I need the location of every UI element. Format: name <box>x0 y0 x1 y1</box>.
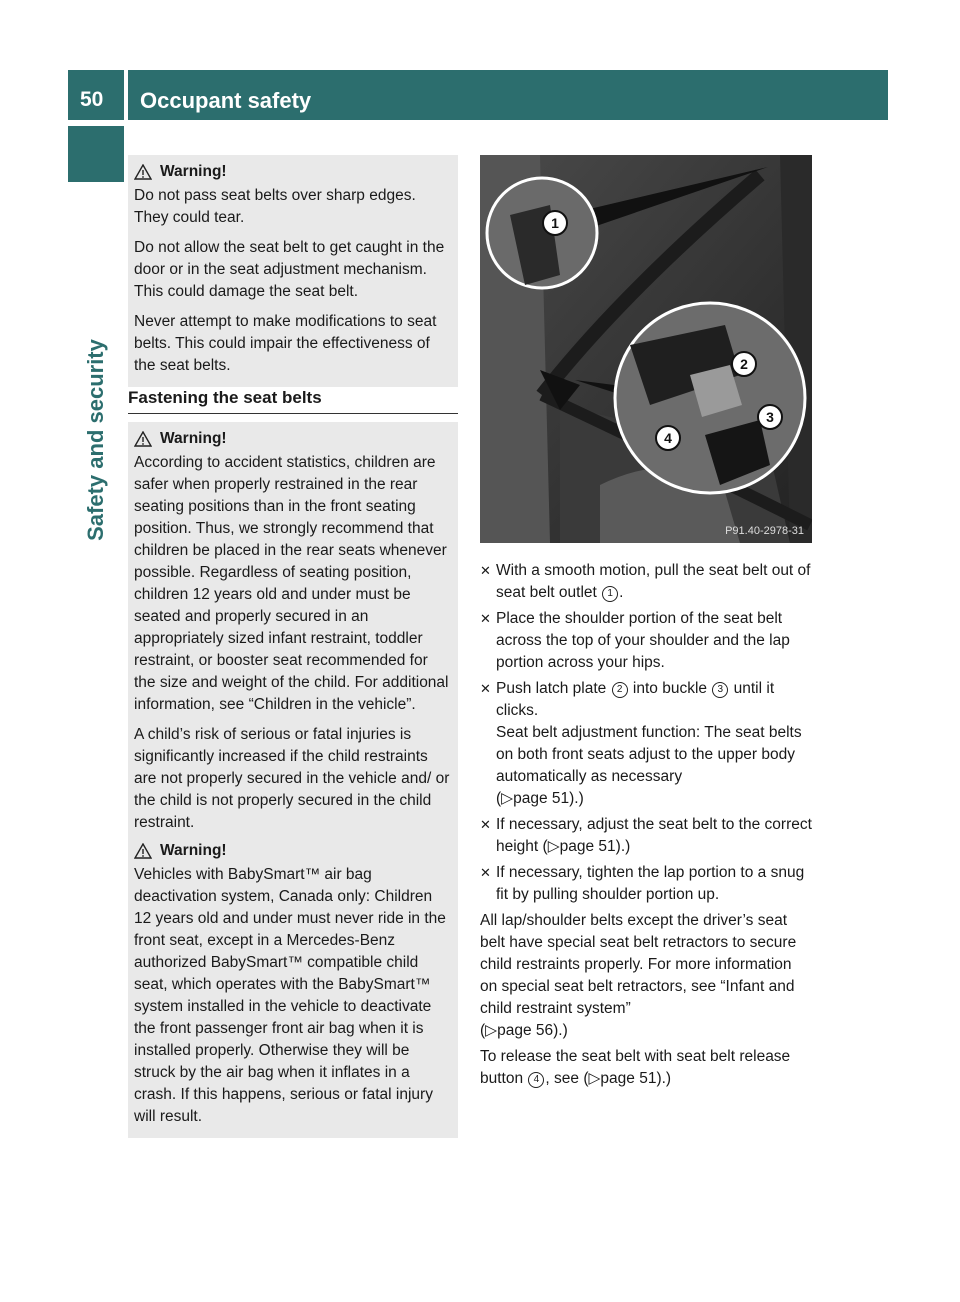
seat-belt-illustration <box>480 155 812 543</box>
callout-ref: 3 <box>712 682 728 698</box>
warning-paragraph: Do not allow the seat belt to get caught in the door or in the seat adjustment mechanism. This could damage the seat belt. <box>134 239 445 300</box>
warning-box-1 <box>128 155 458 387</box>
instruction-step <box>480 862 812 906</box>
body-paragraph: All lap/shoulder belts except the driver’s seat belt have special seat belt retractors to secure child restraints properly. For more information on special seat belt retractors, see “Infant and child restraint system” (▷ page 56). ) <box>480 910 812 1042</box>
warning-paragraph: Vehicles with BabySmart™ air bag deactivation system, Canada only: Children 12 years old and under must never ride in the front seat, except in a Mercedes-Benz authorized BabySmart™ compatible child seat, which operates with the BabySmart™ system installed in the vehicle to deactivate the front passenger front air bag when it is installed properly. Otherwise they will be struck by the air bag when it inflates in a crash. If this happens, serious or fatal injury will result. <box>134 866 446 1125</box>
header-separator <box>124 70 128 120</box>
step-text: With a smooth motion, pull the seat belt out of seat belt outlet <box>496 562 811 601</box>
callout-3-label: 3 <box>766 409 774 425</box>
step-arrow-icon: ✕ <box>480 681 491 696</box>
warning-heading <box>134 161 452 183</box>
page-ref-link[interactable]: (▷ page 51). ) <box>583 1070 671 1087</box>
warning-heading <box>134 840 452 862</box>
step-arrow-icon: ✕ <box>480 865 491 880</box>
step-text: . <box>619 584 624 601</box>
callout-2-label: 2 <box>740 356 748 372</box>
figure-code: P91.40-2978-31 <box>725 525 804 537</box>
step-text: Place the shoulder portion of the seat belt across the top of your shoulder and the lap portion across your hips. <box>496 610 790 671</box>
step-arrow-icon: ✕ <box>480 563 491 578</box>
callout-ref: 1 <box>602 586 618 602</box>
instruction-step <box>480 678 812 810</box>
side-tab-block <box>68 126 124 182</box>
callout-ref: 2 <box>612 682 628 698</box>
side-tab-label: Safety and security <box>83 339 108 541</box>
step-text: If necessary, adjust the seat belt to the correct height <box>496 816 812 855</box>
step-text: into buckle <box>628 680 712 697</box>
warning-title: Warning! <box>160 842 227 859</box>
warning-triangle-icon <box>134 164 152 180</box>
step-text: until it clicks. <box>496 680 775 719</box>
warning-title: Warning! <box>160 163 227 180</box>
step-arrow-icon: ✕ <box>480 611 491 626</box>
warning-paragraph: Never attempt to make modifications to seat belts. This could impair the effectiveness of the seat belts. <box>134 313 437 374</box>
warning-paragraph: Do not pass seat belts over sharp edges. They could tear. <box>134 187 416 226</box>
page-title: Occupant safety <box>140 88 312 113</box>
instruction-step <box>480 560 812 604</box>
section-title: Fastening the seat belts <box>128 388 458 414</box>
step-note: Seat belt adjustment function: The seat belts on both front seats adjust to the upper body automatically as necessary <box>496 724 802 785</box>
instruction-step <box>480 814 812 858</box>
warning-paragraph: According to accident statistics, children are safer when properly restrained in the rear seating positions than in the front seating position. Thus, we strongly recommend that children be placed in the rear seats whenever possible. Regardless of seating position, children 12 years old and under must be seated and properly secured in an appropriately sized infant restraint, toddler restraint, or booster seat recommended for the size and weight of the child. For additional information, see “Children in the vehicle”. <box>134 454 449 713</box>
warning-paragraph: A child’s risk of serious or fatal injuries is significantly increased if the child restraints are not properly secured in the vehicle and/ or the child is not properly secured in the child restraint. <box>134 726 450 831</box>
warning-title: Warning! <box>160 430 227 447</box>
warning-triangle-icon <box>134 431 152 447</box>
page-ref-link[interactable]: (▷ page 56). ) <box>480 1022 568 1039</box>
step-text: If necessary, tighten the lap portion to a snug fit by pulling shoulder portion up. <box>496 864 805 903</box>
instruction-step <box>480 608 812 674</box>
warning-box-2 <box>128 422 458 844</box>
page-ref-link[interactable]: (▷ page 51). ) <box>496 790 584 807</box>
callout-4-label: 4 <box>664 430 672 446</box>
step-arrow-icon: ✕ <box>480 817 491 832</box>
instructions <box>480 560 812 1094</box>
warning-box-3 <box>128 834 458 1138</box>
body-paragraph: To release the seat belt with seat belt release button 4 , see (▷ page 51). ) <box>480 1046 812 1090</box>
callout-1-label: 1 <box>551 215 559 231</box>
seat-belt-figure <box>480 155 812 543</box>
page-ref-link[interactable]: (▷ page 51). ) <box>543 838 631 855</box>
callout-ref: 4 <box>528 1072 544 1088</box>
step-text: Push latch plate <box>496 680 611 697</box>
warning-heading <box>134 428 452 450</box>
warning-triangle-icon <box>134 843 152 859</box>
page-number: 50 <box>80 88 104 111</box>
